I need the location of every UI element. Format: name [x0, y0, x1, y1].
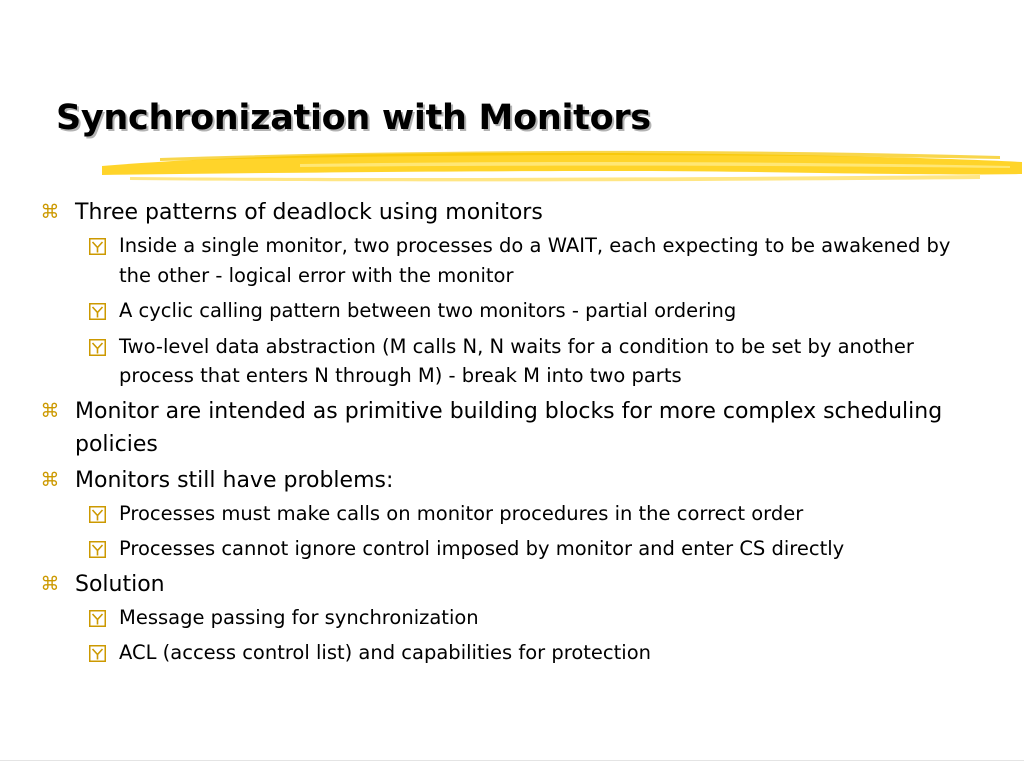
sub-bullet-item — [75, 499, 988, 529]
sub-bullet-text: Inside a single monitor, two processes do a WAIT, each expecting to be awakened by the other - logical error with the monitor — [119, 234, 951, 287]
sub-bullet-text: Two-level data abstraction (M calls N, N waits for a condition to be set by another process that enters N through M) - break M into two parts — [119, 334, 914, 387]
sub-bullet-item — [75, 296, 988, 326]
sub-bullet-list — [75, 603, 988, 668]
sub-bullet-list — [75, 499, 988, 564]
bullet-text: Monitor are intended as primitive building blocks for more complex scheduling policies — [75, 398, 943, 457]
slide-title: Synchronization with Monitors — [56, 98, 651, 138]
checkbox-icon — [89, 339, 106, 356]
command-key-icon: ⌘ — [40, 201, 60, 223]
checkbox-icon — [89, 610, 106, 627]
sub-bullet-item — [75, 231, 988, 290]
checkbox-icon — [89, 506, 106, 523]
sub-bullet-item — [75, 534, 988, 564]
bullet-item — [38, 464, 988, 564]
sub-bullet-list — [75, 231, 988, 391]
command-key-icon: ⌘ — [40, 572, 60, 595]
sub-bullet-text: Processes must make calls on monitor procedures in the correct order — [119, 501, 804, 525]
checkbox-icon — [89, 238, 106, 255]
title-underline-brushstroke — [100, 144, 1024, 188]
command-key-icon: ⌘ — [40, 468, 60, 491]
sub-bullet-item — [75, 638, 988, 668]
bottom-divider — [0, 760, 1024, 761]
checkbox-icon — [89, 303, 106, 320]
checkbox-icon — [89, 645, 106, 662]
sub-bullet-item — [75, 332, 988, 391]
sub-bullet-text: Processes cannot ignore control imposed by monitor and enter CS directly — [119, 537, 845, 560]
bullet-list — [38, 196, 988, 672]
bullet-item — [38, 196, 988, 391]
sub-bullet-text: A cyclic calling pattern between two monitors - partial ordering — [119, 299, 737, 322]
sub-bullet-text: Message passing for synchronization — [119, 605, 479, 629]
bullet-item — [38, 395, 988, 461]
bullet-text: Monitors still have problems: — [75, 467, 394, 493]
command-key-icon: ⌘ — [40, 399, 60, 422]
sub-bullet-text: ACL (access control list) and capabilities for protection — [119, 641, 651, 664]
bullet-item — [38, 568, 988, 668]
bullet-text: Solution — [75, 571, 165, 597]
bullet-text: Three patterns of deadlock using monitors — [75, 200, 543, 225]
sub-bullet-item — [75, 603, 988, 633]
checkbox-icon — [89, 541, 106, 558]
brushstroke-streak-2 — [130, 175, 980, 181]
